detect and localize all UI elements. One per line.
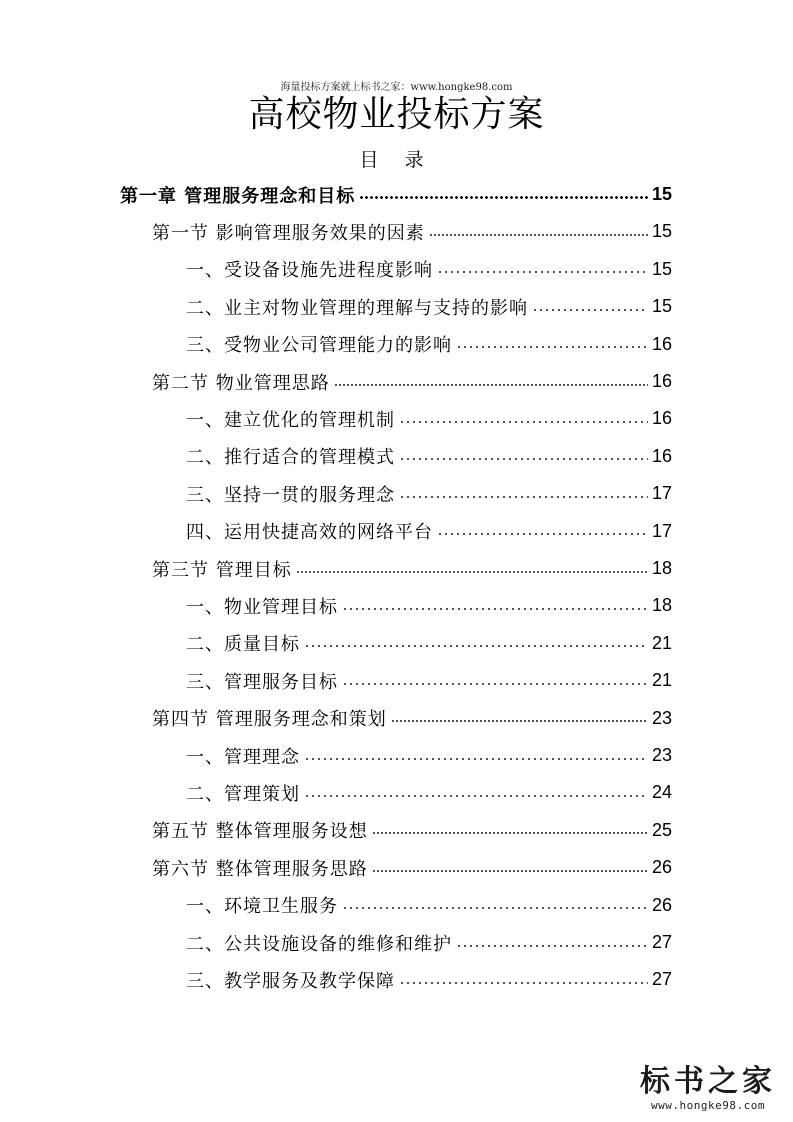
- toc-entry[interactable]: [186, 887, 672, 924]
- toc-dot-leader: [456, 346, 648, 348]
- toc-dot-leader: [304, 758, 648, 760]
- toc-entry-title: 一、建立优化的管理机制: [186, 409, 395, 431]
- toc-dot-leader: [532, 309, 648, 311]
- toc-entry-title: 第四节 管理服务理念和策划: [152, 709, 387, 731]
- toc-entry-page-number: 26: [651, 857, 672, 878]
- toc-entry-title: 二、管理策划: [186, 783, 300, 805]
- toc-entry-title: 二、质量目标: [186, 634, 300, 656]
- toc-entry[interactable]: [152, 363, 672, 400]
- toc-entry-title: 二、业主对物业管理的理解与支持的影响: [186, 297, 528, 319]
- toc-entry[interactable]: [152, 812, 672, 849]
- toc-dot-leader: [334, 384, 648, 386]
- toc-dot-leader: [456, 945, 648, 947]
- toc-entry-title: 三、管理服务目标: [186, 671, 338, 693]
- toc-dot-leader: [437, 271, 648, 273]
- toc-entry-title: 一、物业管理目标: [186, 596, 338, 618]
- toc-dot-leader: [391, 720, 648, 722]
- toc-entry[interactable]: [186, 251, 672, 288]
- toc-entry-title: 第五节 整体管理服务设想: [152, 821, 368, 843]
- document-title: 高校物业投标方案: [248, 94, 545, 135]
- toc-dot-leader: [437, 533, 648, 535]
- toc-entry-page-number: 25: [651, 819, 672, 840]
- toc-entry-page-number: 18: [651, 558, 672, 578]
- toc-entry[interactable]: [186, 924, 672, 961]
- toc-entry[interactable]: [152, 849, 672, 886]
- toc-entry-page-number: 23: [651, 707, 672, 728]
- toc-entry-title: 二、推行适合的管理模式: [186, 447, 395, 469]
- toc-dot-leader: [359, 196, 648, 199]
- toc-dot-leader: [429, 234, 648, 236]
- toc-entry-page-number: 23: [651, 745, 672, 765]
- toc-entry-title: 第一章 管理服务理念和目标: [120, 185, 356, 207]
- toc-entry-page-number: 16: [651, 408, 672, 429]
- toc-entry-title: 第一节 影响管理服务效果的因素: [152, 222, 425, 244]
- toc-entry-title: 三、坚持一贯的服务理念: [186, 484, 395, 506]
- toc-entry-page-number: 15: [651, 184, 672, 204]
- toc-entry-page-number: 16: [651, 333, 672, 354]
- toc-entry[interactable]: [186, 587, 672, 624]
- toc-dot-leader: [372, 870, 648, 872]
- toc-entry-title: 第二节 物业管理思路: [152, 372, 330, 394]
- toc-entry-title: 一、受设备设施先进程度影响: [186, 260, 433, 282]
- toc-entry[interactable]: [186, 961, 672, 998]
- toc-dot-leader: [296, 571, 648, 573]
- toc-entry-page-number: 27: [651, 932, 672, 952]
- toc-entry[interactable]: [186, 438, 672, 475]
- toc-entry-page-number: 17: [651, 520, 672, 541]
- toc-entry-title: 二、公共设施设备的维修和维护: [186, 933, 452, 955]
- toc-entry-page-number: 18: [651, 595, 672, 616]
- toc-entry[interactable]: [186, 400, 672, 437]
- toc-entry-page-number: 24: [651, 782, 672, 803]
- toc-entry-page-number: 21: [651, 632, 672, 653]
- toc-entry[interactable]: [186, 662, 672, 699]
- watermark-url: www.hongke98.com: [651, 1099, 765, 1112]
- toc-entry[interactable]: [120, 176, 672, 213]
- toc-entry[interactable]: [152, 550, 672, 587]
- toc-entry-title: 第三节 管理目标: [152, 559, 292, 581]
- toc-entry-page-number: 15: [651, 258, 672, 279]
- watermark-logo: 标书之家: [640, 1064, 776, 1099]
- toc-entry[interactable]: [152, 213, 672, 250]
- toc-entry[interactable]: [186, 774, 672, 811]
- toc-entry[interactable]: [186, 737, 672, 774]
- toc-dot-leader: [304, 645, 648, 647]
- toc-entry[interactable]: [186, 625, 672, 662]
- toc-entry-page-number: 16: [651, 445, 672, 466]
- toc-entry-title: 一、管理理念: [186, 746, 300, 768]
- header-note: 海量投标方案就上标书之家：www.hongke98.com: [280, 82, 513, 93]
- toc-dot-leader: [372, 832, 648, 834]
- toc-dot-leader: [304, 795, 648, 797]
- toc-entry-title: 三、教学服务及教学保障: [186, 970, 395, 992]
- toc-entry[interactable]: [186, 475, 672, 512]
- toc-dot-leader: [399, 496, 648, 498]
- toc-entry-page-number: 15: [651, 221, 672, 242]
- toc-dot-leader: [342, 683, 648, 685]
- toc-entry-page-number: 16: [651, 371, 672, 391]
- toc-entry-page-number: 15: [651, 296, 672, 317]
- toc-entry-page-number: 27: [651, 969, 672, 990]
- toc-entry-title: 四、运用快捷高效的网络平台: [186, 522, 433, 544]
- toc-dot-leader: [342, 608, 648, 610]
- toc-entry[interactable]: [152, 700, 672, 737]
- toc-entry-page-number: 21: [651, 670, 672, 691]
- toc-entry-title: 一、环境卫生服务: [186, 896, 338, 918]
- toc-entry[interactable]: [186, 513, 672, 550]
- toc-entry-page-number: 26: [651, 894, 672, 915]
- toc-dot-leader: [399, 458, 648, 460]
- toc-entry-title: 三、受物业公司管理能力的影响: [186, 335, 452, 357]
- watermark: [633, 1065, 783, 1112]
- toc-entry-page-number: 17: [651, 483, 672, 504]
- toc-entry-title: 第六节 整体管理服务思路: [152, 858, 368, 880]
- toc-dot-leader: [342, 907, 648, 909]
- toc-heading: 目 录: [359, 149, 434, 171]
- toc-dot-leader: [399, 421, 648, 423]
- toc-entry[interactable]: [186, 326, 672, 363]
- toc-dot-leader: [399, 982, 648, 984]
- toc-entry[interactable]: [186, 288, 672, 325]
